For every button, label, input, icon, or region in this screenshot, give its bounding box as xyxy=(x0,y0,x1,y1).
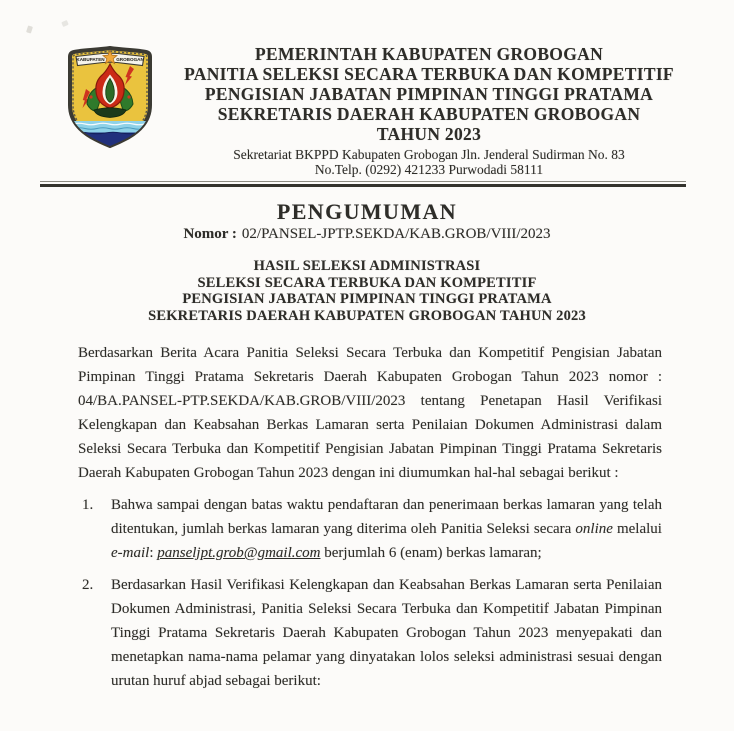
page-title: PENGUMUMAN xyxy=(276,199,458,224)
letterhead-line-5: TAHUN 2023 xyxy=(376,124,482,144)
subject-line-1: HASIL SELEKSI ADMINISTRASI xyxy=(253,258,481,274)
letterhead-line-4: SEKRETARIS DAERAH KABUPATEN GROBOGAN xyxy=(217,104,641,124)
seal-banner-text-right: GROBOGAN xyxy=(116,57,144,62)
document-number xyxy=(0,225,734,244)
item1-colon: : xyxy=(149,545,158,561)
list-number: 2. xyxy=(82,577,94,593)
subject-line-4: SEKRETARIS DAERAH KABUPATEN GROBOGAN TAHUN 2023 xyxy=(148,307,586,324)
grobogan-seal-logo xyxy=(64,45,156,177)
item1-text-2: melalui xyxy=(612,521,662,537)
coat-of-arms-icon xyxy=(64,45,156,149)
item1-email-word-italic: e-mail xyxy=(111,545,150,561)
announcement-list xyxy=(82,493,662,693)
document-number-value: 02/PANSEL-JPTP.SEKDA/KAB.GROB/VIII/2023 xyxy=(241,226,551,242)
list-item-text: Berdasarkan Hasil Verifikasi Kelengkapan dan Keabsahan Berkas Lamaran serta Penilaian Dokumen Administrasi, Panitia Seleksi Secara Terbuka dan Kompetitif Jabatan Pimpinan Tinggi Pratama Sekretaris Daerah Kabupaten Grobogan Tahun 2023 menyepakati dan menetapkan nama-nama pelamar yang dinyatakan lolos seleksi administrasi sesuai dengan urutan huruf abjad sebagai berikut: xyxy=(111,577,662,689)
letterhead-rule xyxy=(40,181,686,187)
letterhead-text xyxy=(156,44,698,177)
list-item xyxy=(82,493,662,565)
list-item-text xyxy=(111,493,662,565)
email-address: panseljpt.grob@gmail.com xyxy=(157,545,321,561)
letterhead-address-line-2: No.Telp. (0292) 421233 Purwodadi 58111 xyxy=(314,162,544,177)
seal-banner-text-left: KABUPATEN xyxy=(76,57,105,62)
letterhead-line-3: PENGISIAN JABATAN PIMPINAN TINGGI PRATAMA xyxy=(204,84,654,104)
document-number-label: Nomor : xyxy=(183,226,237,242)
seal-water xyxy=(70,121,150,149)
subject-block xyxy=(0,258,734,324)
letterhead-line-1: PEMERINTAH KABUPATEN GROBOGAN xyxy=(254,44,604,64)
item1-text-1: Bahwa sampai dengan batas waktu pendaftaran dan penerimaan berkas lamaran yang telah ditentukan, jumlah berkas lamaran yang diterima oleh Panitia Seleksi secara xyxy=(111,497,662,537)
item1-text-3: berjumlah 6 (enam) berkas lamaran; xyxy=(320,545,542,561)
subject-line-3: PENGISIAN JABATAN PIMPINAN TINGGI PRATAMA xyxy=(182,291,552,307)
subject-line-2: SELEKSI SECARA TERBUKA DAN KOMPETITIF xyxy=(197,274,537,291)
letterhead-line-2: PANITIA SELEKSI SECARA TERBUKA DAN KOMPETITIF xyxy=(184,64,674,84)
opening-paragraph: Berdasarkan Berita Acara Panitia Seleksi Secara Terbuka dan Kompetitif Pengisian Jabatan Pimpinan Tinggi Pratama Sekretaris Daerah Kabupaten Grobogan Tahun 2023 nomor : 04/BA.PANSEL-PTP.SEKDA/KAB.GROB/VIII/2023 tentang Penetapan Hasil Verifikasi Kelengkapan dan Keabsahan Berkas Lamaran serta Penilaian Dokumen Administrasi dalam Seleksi Secara Terbuka dan Kompetitif Pengisian Jabatan Pimpinan Tinggi Pratama Sekretaris Daerah Kabupaten Grobogan Tahun 2023 dengan ini diumumkan hal-hal sebagai berikut : xyxy=(78,345,662,481)
list-item xyxy=(82,573,662,693)
item1-online-italic: online xyxy=(575,521,613,537)
letterhead-address-line-1: Sekretariat BKPPD Kabupaten Grobogan Jln. Jenderal Sudirman No. 83 xyxy=(233,147,625,162)
letterhead xyxy=(0,0,734,177)
list-number: 1. xyxy=(82,497,94,513)
